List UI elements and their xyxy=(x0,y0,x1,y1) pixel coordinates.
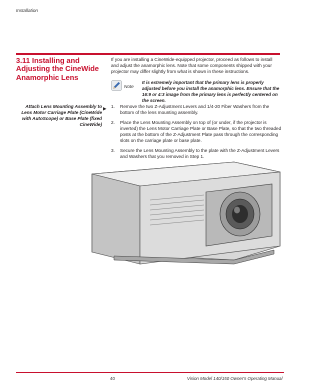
procedure-heading: Attach Lens Mounting Assembly to Lens Motor Carriage Plate (CineWide with AutoScope) or Base Plate (fixed CineWide) xyxy=(21,104,102,127)
section-title: 3.11 Installing and Adjusting the CineWide Anamorphic Lens xyxy=(16,56,99,82)
intro-paragraph: If you are installing a CineWide-equipped projector, proceed as follows to install and adjust the anamorphic lens. Note that some components shipped with your projector may differ slightly from what is shown in these instructions. xyxy=(111,57,273,74)
step-text: Secure the Lens Mounting Assembly to the plate with the Z-Adjustment Levers and Washers that you removed in Step 1. xyxy=(120,148,280,159)
footer-rule xyxy=(16,372,284,373)
section-rule xyxy=(16,53,280,55)
step-text: Place the Lens Mounting Assembly on top of (or under, if the projector is inverted) the Lens Motor Carriage Plate or Base Plate, so that the two threaded posts at the bottom of the Z-Adjustment Plate pass through the corresponding slots on the carriage plate or base plate. xyxy=(120,120,282,143)
note-icon xyxy=(111,80,122,91)
page-number: 40 xyxy=(110,376,115,381)
step-item xyxy=(111,120,283,144)
step-item xyxy=(111,148,283,160)
procedure-steps xyxy=(111,104,283,164)
lens-mounting-illustration xyxy=(84,160,284,266)
procedure-arrow: ▶ xyxy=(103,106,107,111)
manual-title: Vision Model 140/150 Owner's Operating Manual xyxy=(187,376,283,381)
step-number: 2. xyxy=(111,120,115,125)
note-label: Note xyxy=(124,84,134,89)
note-text: It is extremely important that the primary lens is properly adjusted before you install the anamorphic lens. Ensure that the 16:9 or 4:3 image from the primary lens is perfectly centered on the screen. xyxy=(142,80,280,103)
step-number: 1. xyxy=(111,104,115,109)
step-number: 3. xyxy=(111,148,115,153)
step-item xyxy=(111,104,283,116)
running-header: Installation xyxy=(16,8,38,13)
step-text: Remove the two Z-Adjustment Levers and 1/4-20 Fiber Washers from the bottom of the lens mounting assembly. xyxy=(120,104,270,115)
